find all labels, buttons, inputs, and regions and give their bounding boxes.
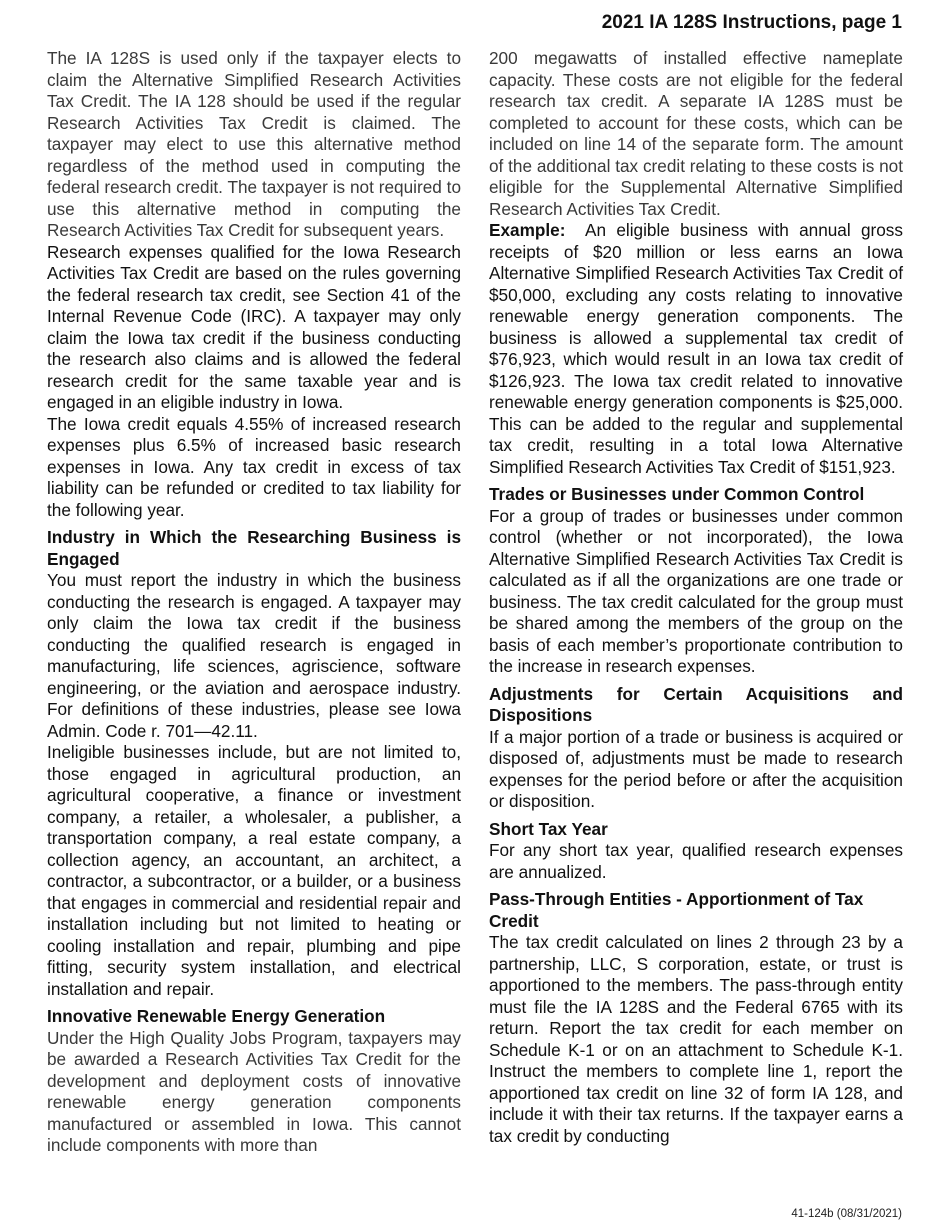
- right-column: [489, 48, 903, 1147]
- short-tax-year-paragraph: For any short tax year, qualified research expenses are annualized.: [489, 840, 903, 882]
- intro-paragraph-3: The Iowa credit equals 4.55% of increased research expenses plus 6.5% of increased basic research expenses in Iowa. Any tax credit in excess of tax liability can be refunded or credited to tax liability for the following year.: [47, 413, 461, 520]
- common-control-paragraph: For a group of trades or businesses under common control (whether or not incorporated), the Iowa Alternative Simplified Research Activities Tax Credit is calculated as if all the organizations are one trade or business. The tax credit calculated for the group must be shared among the members of the group on the basis of each member’s proportionate contribution to the increase in research expenses.: [489, 505, 903, 676]
- section-heading-short-tax-year: Short Tax Year: [489, 818, 608, 839]
- example-label: Example:: [489, 220, 566, 240]
- section-heading-pass-through: Pass-Through Entities - Apportionment of Tax Credit: [489, 889, 864, 931]
- page-header-title: 2021 IA 128S Instructions, page 1: [601, 12, 902, 33]
- industry-paragraph-2: Ineligible businesses include, but are not limited to, those engaged in agricultural production, an agricultural cooperative, a finance or investment company, a retailer, a wholesaler, a publisher, a transportation company, a real estate company, a collection agency, an accountant, an architect, a contractor, a subcontractor, or a builder, or a business that engages in commercial and residential repair and installation including but not limited to heating or cooling installation and repair, plumbing and pipe fitting, security system installation, and electrical installation and repair.: [47, 742, 461, 999]
- intro-paragraph-2: Research expenses qualified for the Iowa Research Activities Tax Credit are based on the rules governing the federal research tax credit, see Section 41 of the Internal Revenue Code (IRC). A taxpayer may only claim the Iowa tax credit if the business conducting the research also claims and is allowed the federal research credit for the same taxable year and is engaged in an eligible industry in Iowa.: [47, 241, 461, 412]
- renewable-continued-paragraph: 200 megawatts of installed effective nameplate capacity. These costs are not eligible for the federal research tax credit. A separate IA 128S must be completed to account for these costs, which can be included on line 14 of the separate form. The amount of the additional tax credit relating to these costs is not eligible for the Supplemental Alternative Simplified Research Activities Tax Credit.: [489, 48, 903, 219]
- section-heading-adjustments: Adjustments for Certain Acquisitions and Dispositions: [489, 683, 903, 725]
- adjustments-paragraph: If a major portion of a trade or business is acquired or disposed of, adjustments must be made to research expenses for the period before or after the acquisition or disposition.: [489, 726, 903, 811]
- example-paragraph: [489, 220, 903, 478]
- renewable-paragraph: Under the High Quality Jobs Program, taxpayers may be awarded a Research Activities Tax Credit for the development and deployment costs of innovative renewable energy generation components manufactured or assembled in Iowa. This cannot include components with more than: [47, 1027, 461, 1155]
- section-heading-renewable: Innovative Renewable Energy Generation: [47, 1006, 386, 1026]
- section-heading-common-control: Trades or Businesses under Common Control: [489, 484, 865, 504]
- example-text: An eligible business with annual gross receipts of $20 million or less earns an Iowa Alternative Simplified Research Activities Tax Credit of $50,000, excluding any costs relating to innovative renewable energy generation components. The business is allowed a supplemental tax credit of $76,923, which would result in an Iowa tax credit of $126,923. The Iowa tax credit related to innovative renewable energy generation components is $25,000. This can be added to the regular and supplemental tax credit, resulting in a total Iowa Alternative Simplified Research Activities Tax Credit of $151,923.: [489, 220, 903, 477]
- pass-through-paragraph: The tax credit calculated on lines 2 through 23 by a partnership, LLC, S corporation, estate, or trust is apportioned to the members. The pass-through entity must file the IA 128S and the Federal 6765 with its return. Report the tax credit for each member on Schedule K-1 or on an attachment to Schedule K-1. Instruct the members to complete line 1, report the apportioned tax credit on line 32 of form IA 128, and include it with their tax returns. If the taxpayer earns a tax credit by conducting: [489, 932, 903, 1146]
- form-id-footer: 41-124b (08/31/2021): [791, 1208, 902, 1220]
- left-column: [47, 48, 461, 1157]
- industry-paragraph-1: You must report the industry in which the business conducting the research is engaged. A taxpayer may only claim the Iowa tax credit if the business conducting the qualified research is engaged in manufacturing, life sciences, agriscience, software engineering, or the aviation and aerospace industry. For definitions of these industries, please see Iowa Admin. Code r. 701—42.11.: [47, 570, 461, 741]
- section-heading-industry: Industry in Which the Researching Business is Engaged: [47, 527, 461, 569]
- intro-paragraph-1: The IA 128S is used only if the taxpayer elects to claim the Alternative Simplified Research Activities Tax Credit. The IA 128 should be used if the regular Research Activities Tax Credit is claimed. The taxpayer may elect to use this alternative method regardless of the method used in computing the federal research credit. The taxpayer is not required to use this alternative method in computing the Research Activities Tax Credit for subsequent years.: [47, 48, 461, 240]
